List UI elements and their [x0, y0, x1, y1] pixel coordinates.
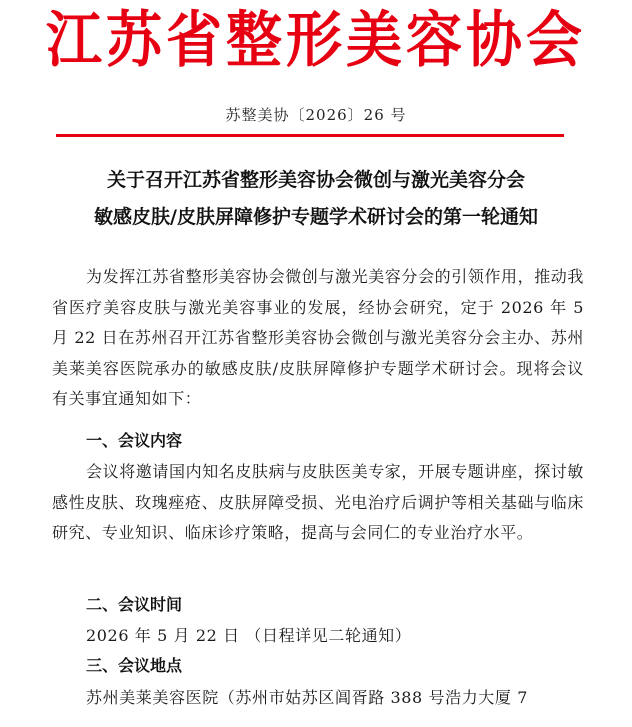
section-heading-venue: 三、会议地点	[86, 656, 183, 675]
notice-title-line-1: 关于召开江苏省整形美容协会微创与激光美容分会	[106, 169, 525, 191]
document-number: 苏整美协〔2026〕26 号	[225, 106, 407, 124]
section-content-paragraph: 会议将邀请国内知名皮肤病与皮肤医美专家，开展专题讲座，探讨敏感性皮肤、玫瑰痤疮、皮肤屏障受损、光电治疗后调护等相关基础与临床研究、专业知识、临床诊疗策略，提高与会同仁的专业治疗水平。	[52, 462, 585, 542]
intro-paragraph: 为发挥江苏省整形美容协会微创与激光美容分会的引领作用，推动我省医疗美容皮肤与激光美容事业的发展，经协会研究，定于 2026 年 5 月 22 日在苏州召开江苏省整形美容协会微创与激光美容分会主办、苏州美莱美容医院承办的敏感皮肤/皮肤屏障修护专题学术研讨会。现将会议有关事宜通知如下：	[52, 267, 585, 408]
org-title: 江苏省整形美容协会	[46, 5, 586, 76]
red-divider-line	[56, 134, 564, 137]
notice-title-line-2: 敏感皮肤/皮肤屏障修护专题学术研讨会的第一轮通知	[94, 206, 538, 228]
section-heading-time: 二、会议时间	[86, 595, 183, 614]
meeting-venue-text: 苏州美莱美容医院（苏州市姑苏区阊胥路 388 号浩力大厦 7	[86, 688, 528, 707]
meeting-time-text: 2026 年 5 月 22 日 （日程详见二轮通知）	[86, 626, 412, 645]
section-heading-content: 一、会议内容	[86, 431, 183, 450]
